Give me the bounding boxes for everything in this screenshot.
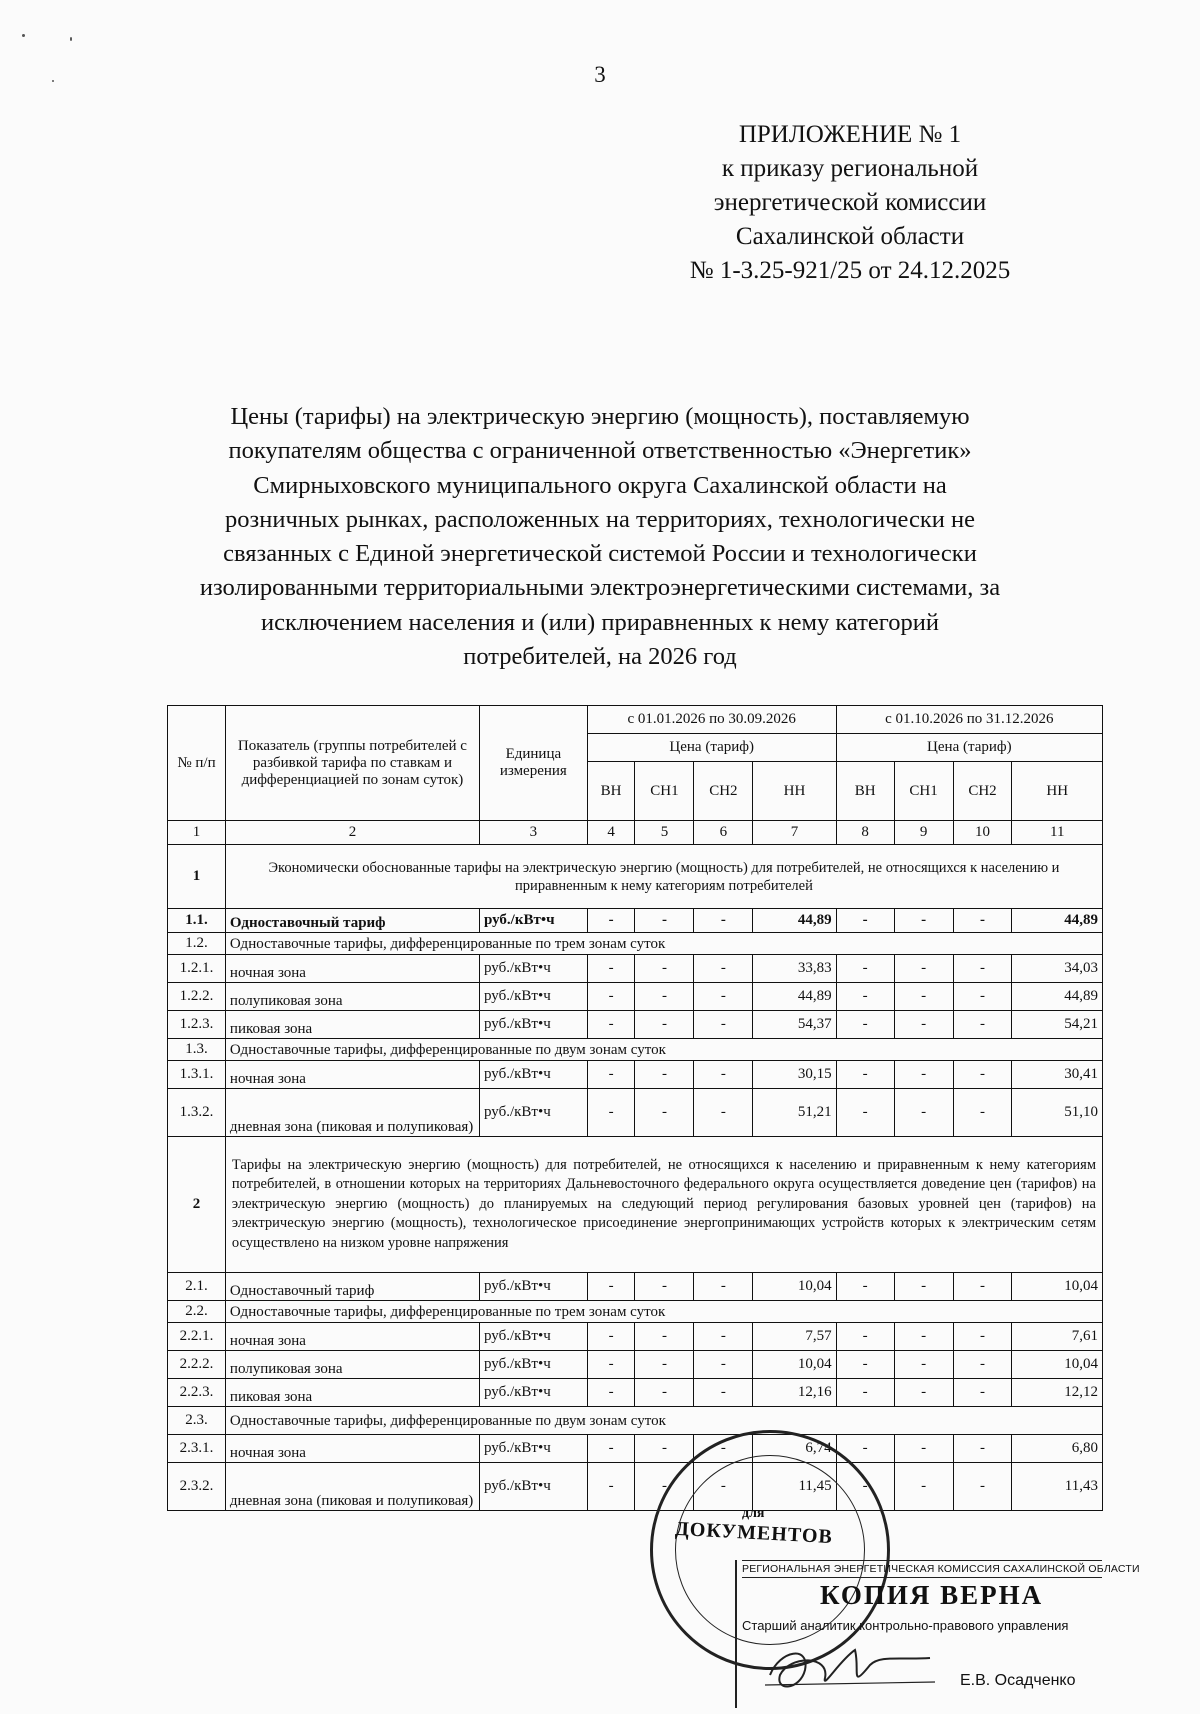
tariff-value: - (894, 1379, 953, 1407)
tariff-value: 44,89 (1012, 909, 1103, 933)
tariff-value: 7,61 (1012, 1323, 1103, 1351)
row-unit: руб./кВт•ч (479, 1273, 587, 1301)
tariff-value: - (694, 1061, 753, 1089)
row-indicator: ночная зона (225, 1061, 479, 1089)
row-unit: руб./кВт•ч (479, 1061, 587, 1089)
header-num: № п/п (168, 706, 226, 821)
section-row (168, 845, 1103, 909)
tariff-value: - (694, 909, 753, 933)
row-number: 1.2. (168, 933, 226, 955)
tariff-value: - (635, 1435, 694, 1463)
tariff-value: - (635, 1089, 694, 1137)
tariff-value: 12,12 (1012, 1379, 1103, 1407)
header-level-sn2: СН2 (953, 762, 1012, 821)
tariff-value: - (635, 1011, 694, 1039)
tariff-value: - (953, 1273, 1012, 1301)
tariff-value: - (694, 1011, 753, 1039)
tariff-value: - (694, 955, 753, 983)
row-unit: руб./кВт•ч (479, 1379, 587, 1407)
tariff-row (168, 1273, 1103, 1301)
tariff-value: - (635, 955, 694, 983)
tariff-value: - (894, 1435, 953, 1463)
row-indicator: Одноставочный тариф (225, 909, 479, 933)
tariff-value: - (635, 983, 694, 1011)
tariff-value: - (953, 1011, 1012, 1039)
column-number: 6 (694, 821, 753, 845)
row-number: 2.3.2. (168, 1463, 226, 1511)
signer-position: Старший аналитик контрольно-правового управления (742, 1618, 1069, 1633)
tariff-value: - (587, 1379, 635, 1407)
tariff-value: - (587, 1273, 635, 1301)
column-number: 1 (168, 821, 226, 845)
header-level-vn: ВН (587, 762, 635, 821)
tariff-value: - (587, 1323, 635, 1351)
row-unit: руб./кВт•ч (479, 1435, 587, 1463)
certification-organization: РЕГИОНАЛЬНАЯ ЭНЕРГЕТИЧЕСКАЯ КОМИССИЯ САХАЛИНСКОЙ ОБЛАСТИ (742, 1560, 1102, 1578)
title-line: связанных с Единой энергетической системой России и технологически (223, 540, 977, 568)
tariff-value: - (587, 1435, 635, 1463)
tariff-value: - (694, 1379, 753, 1407)
tariff-value: - (635, 1463, 694, 1511)
row-indicator: Одноставочные тарифы, дифференцированные по трем зонам суток (225, 933, 1102, 955)
header-period-1: с 01.01.2026 по 30.09.2026 (587, 706, 836, 734)
row-indicator: дневная зона (пиковая и полупиковая) (225, 1463, 479, 1511)
tariff-value: - (694, 1463, 753, 1511)
tariff-value: - (836, 1351, 894, 1379)
appendix-line: Сахалинской области (735, 223, 965, 250)
tariff-value: - (953, 1435, 1012, 1463)
scan-speck (52, 80, 54, 82)
tariff-value: - (953, 1323, 1012, 1351)
tariff-row (168, 1089, 1103, 1137)
tariff-value: - (694, 1273, 753, 1301)
tariff-value: 11,45 (753, 1463, 836, 1511)
column-number: 3 (479, 821, 587, 845)
row-indicator: полупиковая зона (225, 983, 479, 1011)
tariff-value: - (635, 909, 694, 933)
tariff-value: - (635, 1323, 694, 1351)
tariff-value: 11,43 (1012, 1463, 1103, 1511)
row-indicator: дневная зона (пиковая и полупиковая) (225, 1089, 479, 1137)
seal-stamp (630, 1430, 1140, 1710)
tariff-value: 33,83 (753, 955, 836, 983)
tariff-value: - (694, 1351, 753, 1379)
tariff-value: - (836, 1323, 894, 1351)
tariff-value: - (953, 1089, 1012, 1137)
header-price-1: Цена (тариф) (587, 734, 836, 762)
row-unit: руб./кВт•ч (479, 955, 587, 983)
tariff-value: - (953, 983, 1012, 1011)
title-line: розничных рынках, расположенных на территориях, технологически не (225, 505, 975, 533)
tariff-value: - (894, 983, 953, 1011)
tariff-row (168, 983, 1103, 1011)
row-unit: руб./кВт•ч (479, 909, 587, 933)
tariff-value: - (836, 955, 894, 983)
scan-speck (22, 34, 25, 37)
certified-copy-label: КОПИЯ ВЕРНА (820, 1580, 1044, 1610)
handwritten-signature (760, 1630, 940, 1700)
tariff-value: - (894, 1061, 953, 1089)
title-line: потребителей, на 2026 год (463, 643, 737, 671)
tariff-value: - (836, 1061, 894, 1089)
title-line: изолированными территориальными электроэнергетическими системами, за (199, 574, 1001, 602)
row-unit: руб./кВт•ч (479, 1011, 587, 1039)
tariff-value: - (587, 1011, 635, 1039)
tariff-row (168, 1323, 1103, 1351)
title-line: покупателям общества с ограниченной ответственностью «Энергетик» (228, 437, 972, 465)
row-number: 2.1. (168, 1273, 226, 1301)
row-number: 2.3.1. (168, 1435, 226, 1463)
tariff-value: - (587, 1089, 635, 1137)
tariff-table (167, 705, 1103, 1511)
column-number: 4 (587, 821, 635, 845)
tariff-value: - (836, 1463, 894, 1511)
tariff-value: - (587, 1351, 635, 1379)
row-indicator: пиковая зона (225, 1379, 479, 1407)
row-indicator: ночная зона (225, 1435, 479, 1463)
tariff-value: - (587, 983, 635, 1011)
column-number: 2 (225, 821, 479, 845)
row-number: 1.2.2. (168, 983, 226, 1011)
tariff-group-row (168, 1039, 1103, 1061)
seal-text-documents: ДОКУМЕНТОВ (674, 1517, 834, 1549)
row-unit: руб./кВт•ч (479, 983, 587, 1011)
row-unit: руб./кВт•ч (479, 1323, 587, 1351)
appendix-line: энергетической комиссии (713, 189, 987, 216)
row-unit: руб./кВт•ч (479, 1351, 587, 1379)
tariff-value: 51,10 (1012, 1089, 1103, 1137)
tariff-value: - (953, 1463, 1012, 1511)
header-level-vn: ВН (836, 762, 894, 821)
tariff-row (168, 1351, 1103, 1379)
column-number: 8 (836, 821, 894, 845)
column-number: 7 (753, 821, 836, 845)
tariff-row (168, 955, 1103, 983)
tariff-value: - (894, 1011, 953, 1039)
tariff-value: 44,89 (753, 983, 836, 1011)
row-indicator: ночная зона (225, 1323, 479, 1351)
tariff-value: - (836, 1379, 894, 1407)
signer-name: Е.В. Осадченко (960, 1672, 1076, 1689)
tariff-value: - (894, 909, 953, 933)
tariff-value: - (694, 983, 753, 1011)
tariff-value: - (836, 1011, 894, 1039)
tariff-value: 30,15 (753, 1061, 836, 1089)
tariff-value: 54,37 (753, 1011, 836, 1039)
tariff-row (168, 1379, 1103, 1407)
title-line: исключением населения и (или) приравненных к нему категорий (261, 608, 939, 636)
row-indicator: Одноставочные тарифы, дифференцированные по двум зонам суток (225, 1407, 1102, 1435)
scan-speck (70, 37, 72, 41)
section-number: 1 (168, 845, 226, 909)
tariff-row (168, 1011, 1103, 1039)
title-line: Смирныховского муниципального округа Сахалинской области на (253, 471, 947, 499)
column-numbers-row (168, 821, 1103, 845)
tariff-value: 6,74 (753, 1435, 836, 1463)
tariff-value: - (894, 1323, 953, 1351)
row-indicator: пиковая зона (225, 1011, 479, 1039)
row-number: 2.2.2. (168, 1351, 226, 1379)
tariff-value: 34,03 (1012, 955, 1103, 983)
tariff-value: - (587, 909, 635, 933)
tariff-value: 10,04 (1012, 1273, 1103, 1301)
row-unit: руб./кВт•ч (479, 1463, 587, 1511)
header-level-sn1: СН1 (894, 762, 953, 821)
tariff-value: - (894, 955, 953, 983)
row-number: 1.3.1. (168, 1061, 226, 1089)
tariff-value: 51,21 (753, 1089, 836, 1137)
row-number: 1.2.1. (168, 955, 226, 983)
tariff-value: 54,21 (1012, 1011, 1103, 1039)
tariff-value: - (635, 1351, 694, 1379)
row-number: 1.1. (168, 909, 226, 933)
tariff-value: - (894, 1463, 953, 1511)
tariff-value: - (953, 955, 1012, 983)
row-number: 1.3.2. (168, 1089, 226, 1137)
title-line: Цены (тарифы) на электрическую энергию (мощность), поставляемую (230, 403, 970, 430)
tariff-row (168, 909, 1103, 933)
row-number: 1.2.3. (168, 1011, 226, 1039)
tariff-value: - (836, 909, 894, 933)
tariff-value: - (587, 955, 635, 983)
tariff-value: - (694, 1089, 753, 1137)
tariff-value: - (587, 1463, 635, 1511)
tariff-value: - (635, 1061, 694, 1089)
tariff-value: - (836, 1273, 894, 1301)
tariff-value: - (635, 1273, 694, 1301)
row-indicator: Одноставочный тариф (225, 1273, 479, 1301)
tariff-value: 44,89 (1012, 983, 1103, 1011)
column-number: 9 (894, 821, 953, 845)
seal-text-for: для (742, 1506, 765, 1521)
document-title (100, 400, 1100, 674)
tariff-value: - (953, 1351, 1012, 1379)
section-title: Тарифы на электрическую энергию (мощность) для потребителей, не относящихся к населению и приравненным к нему категориям потребителей, в отношении которых на территориях Дальневосточного федерального округа осуществляется доведение цен (тарифов) на электрическую энергию (мощность) до планируемых на следующий период регулирования базовых уровней цен (тарифов) на электрическую энергию (мощность), технологическое присоединение энергопринимающих устройств которых к электрическим сетям осуществлено на низком уровне напряжения (225, 1137, 1102, 1273)
tariff-value: - (836, 1435, 894, 1463)
row-indicator: Одноставочные тарифы, дифференцированные по двум зонам суток (225, 1039, 1102, 1061)
tariff-row (168, 1061, 1103, 1089)
tariff-value: 10,04 (753, 1273, 836, 1301)
header-price-2: Цена (тариф) (836, 734, 1102, 762)
tariff-value: - (894, 1089, 953, 1137)
row-number: 2.2.1. (168, 1323, 226, 1351)
row-unit: руб./кВт•ч (479, 1089, 587, 1137)
column-number: 11 (1012, 821, 1103, 845)
row-indicator: Одноставочные тарифы, дифференцированные по трем зонам суток (225, 1301, 1102, 1323)
tariff-value: 12,16 (753, 1379, 836, 1407)
appendix-order-number: № 1-3.25-921/25 от 24.12.2025 (689, 257, 1011, 284)
tariff-group-row (168, 1301, 1103, 1323)
tariff-value: 44,89 (753, 909, 836, 933)
tariff-value: - (635, 1379, 694, 1407)
tariff-value: - (836, 983, 894, 1011)
section-row (168, 1137, 1103, 1273)
header-period-2: с 01.10.2026 по 31.12.2026 (836, 706, 1102, 734)
row-number: 2.2. (168, 1301, 226, 1323)
tariff-value: 7,57 (753, 1323, 836, 1351)
tariff-value: - (694, 1323, 753, 1351)
column-number: 5 (635, 821, 694, 845)
row-indicator: полупиковая зона (225, 1351, 479, 1379)
tariff-value: 10,04 (753, 1351, 836, 1379)
tariff-value: - (953, 1061, 1012, 1089)
tariff-value: - (836, 1089, 894, 1137)
appendix-line: к приказу региональной (721, 155, 979, 182)
row-number: 2.2.3. (168, 1379, 226, 1407)
tariff-value: - (894, 1273, 953, 1301)
column-number: 10 (953, 821, 1012, 845)
row-indicator: ночная зона (225, 955, 479, 983)
page-number: 3 (594, 62, 606, 87)
header-indicator: Показатель (группы потребителей с разбивкой тарифа по ставкам и дифференциацией по зонам суток) (225, 706, 479, 821)
tariff-value: - (694, 1435, 753, 1463)
tariff-group-row (168, 933, 1103, 955)
tariff-value: 6,80 (1012, 1435, 1103, 1463)
header-unit: Единица измерения (479, 706, 587, 821)
appendix-header (640, 118, 1060, 288)
tariff-value: - (587, 1061, 635, 1089)
tariff-value: - (894, 1351, 953, 1379)
tariff-value: - (953, 909, 1012, 933)
tariff-value: 10,04 (1012, 1351, 1103, 1379)
row-number: 1.3. (168, 1039, 226, 1061)
tariff-value: 30,41 (1012, 1061, 1103, 1089)
header-level-nn: НН (753, 762, 836, 821)
header-level-sn2: СН2 (694, 762, 753, 821)
header-level-nn: НН (1012, 762, 1103, 821)
section-number: 2 (168, 1137, 226, 1273)
row-number: 2.3. (168, 1407, 226, 1435)
header-level-sn1: СН1 (635, 762, 694, 821)
section-title: Экономически обоснованные тарифы на электрическую энергию (мощность) для потребителей, не относящихся к населению и приравненным к нему категориям потребителей (225, 845, 1102, 909)
appendix-title: ПРИЛОЖЕНИЕ № 1 (738, 121, 962, 148)
tariff-value: - (953, 1379, 1012, 1407)
